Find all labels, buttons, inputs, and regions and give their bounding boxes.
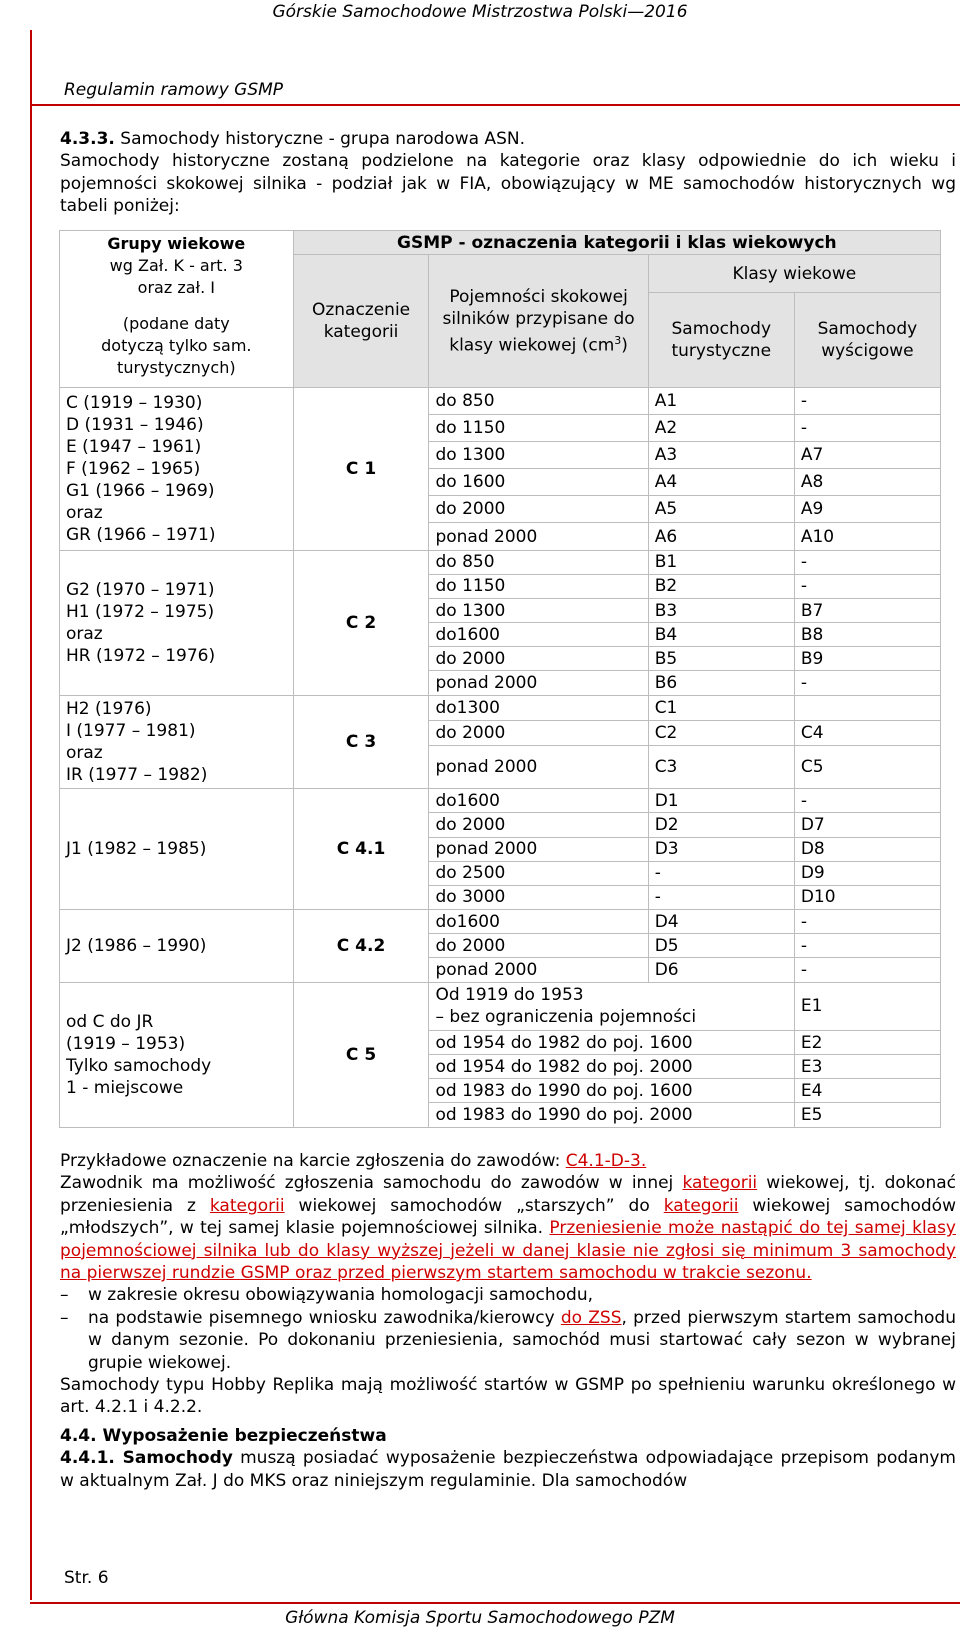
racing-class-cell: C5	[794, 745, 940, 789]
table-row	[60, 695, 941, 720]
period: F (1962 – 1965)	[66, 458, 201, 479]
touring-class-cell: B3	[648, 598, 794, 622]
period: G1 (1966 – 1969)	[66, 480, 215, 501]
e-class-value: E1	[794, 982, 940, 1030]
capacity-cell: do 2000	[429, 720, 648, 745]
racing-class-cell: -	[794, 574, 940, 598]
transfer-text-a: Zawodnik ma możliwość zgłoszenia samochodu do zawodów w innej	[60, 1173, 683, 1194]
period: J1 (1982 – 1985)	[66, 839, 207, 860]
touring-class-cell: A1	[648, 387, 794, 414]
page-footer: Główna Komisja Sportu Samochodowego PZM	[285, 1608, 675, 1628]
header-groups-note1: (podane daty	[122, 314, 230, 333]
period: GR (1966 – 1971)	[66, 524, 216, 545]
capacity-cell: do1600	[429, 910, 648, 934]
capacity-cell: ponad 2000	[429, 671, 648, 695]
e-class-label-line2: – bez ograniczenia pojemności	[435, 1007, 697, 1028]
header-capacity-sup: 3	[614, 333, 622, 347]
touring-class-cell: B5	[648, 647, 794, 671]
example-line	[60, 1150, 956, 1172]
racing-class-cell: -	[794, 910, 940, 934]
section-heading	[60, 128, 956, 150]
capacity-cell: ponad 2000	[429, 958, 648, 982]
header-groups-title: Grupy wiekowe	[107, 234, 246, 253]
header-groups-note2: dotyczą tylko sam.	[101, 336, 252, 355]
age-group-c41	[60, 789, 294, 910]
transfer-text-c: wiekowej samochodów „starszych” do	[284, 1195, 664, 1216]
capacity-cell: do 1300	[429, 441, 648, 468]
capacity-cell: do1600	[429, 623, 648, 647]
period: I (1977 – 1981)	[66, 720, 196, 741]
period: C (1919 – 1930)	[66, 392, 203, 413]
capacity-cell: do 1300	[429, 598, 648, 622]
header-category: Oznaczenie kategorii	[293, 255, 429, 387]
touring-class-cell: D5	[648, 934, 794, 958]
touring-class-cell: B1	[648, 550, 794, 574]
dash-bullet: –	[60, 1285, 69, 1306]
period: G2 (1970 – 1971)	[66, 579, 215, 600]
touring-class-cell: D3	[648, 837, 794, 861]
racing-class-cell: D9	[794, 861, 940, 885]
header-groups-line3: oraz zał. I	[137, 278, 215, 297]
e-class-label: od 1983 do 1990 do poj. 1600	[429, 1079, 794, 1103]
transfer-text-d: wiekowej samochodów „młodszych”, w tej samej klasie pojemnościowej silnika.	[60, 1195, 956, 1239]
category-code-c3: C 3	[293, 695, 429, 789]
section-441-paragraph	[60, 1447, 956, 1492]
transfer-paragraph	[60, 1172, 956, 1284]
period: IR (1977 – 1982)	[66, 764, 208, 785]
header-age-classes: Klasy wiekowe	[648, 255, 940, 293]
touring-class-cell: C1	[648, 695, 794, 720]
header-groups	[60, 231, 294, 388]
header-groups-note3: turystycznych)	[117, 358, 236, 377]
example-label: Przykładowe oznaczenie na karcie zgłoszenia do zawodów:	[60, 1151, 566, 1171]
period: D (1931 – 1946)	[66, 414, 204, 435]
hobby-replica-paragraph: Samochody typu Hobby Replika mają możliwość startów w GSMP po spełnieniu warunku określonego w art. 4.2.1 i 4.2.2.	[60, 1375, 956, 1418]
category-code-c1: C 1	[293, 387, 429, 550]
table-row	[60, 387, 941, 414]
table-row	[60, 910, 941, 934]
period: H2 (1976)	[66, 698, 152, 719]
racing-class-cell: D8	[794, 837, 940, 861]
header-gsmp	[293, 231, 940, 255]
bullet-text: , przed pierwszym startem samochodu w danym sezonie. Po dokonaniu przeniesienia, samochód musi startować cały sezon w wybranej grupie wiekowej.	[88, 1307, 956, 1373]
touring-class-cell: D2	[648, 813, 794, 837]
capacity-cell: do 3000	[429, 885, 648, 909]
capacity-cell: do 2500	[429, 861, 648, 885]
racing-class-cell: D10	[794, 885, 940, 909]
touring-class-cell: A5	[648, 496, 794, 523]
touring-class-cell: D4	[648, 910, 794, 934]
capacity-cell: ponad 2000	[429, 523, 648, 550]
racing-class-cell	[794, 695, 940, 720]
touring-class-cell: B6	[648, 671, 794, 695]
section-intro-text: Samochody historyczne zostaną podzielone na kategorie oraz klasy odpowiednie do ich wieku i pojemności skokowej silnika - podział jak w FIA, obowiązujący w ME samochodów historycznych wg tabeli poniżej:	[60, 151, 956, 217]
racing-class-cell: -	[794, 550, 940, 574]
header-racing: Samochody wyścigowe	[794, 293, 940, 388]
period: 1 - miejscowe	[66, 1077, 184, 1098]
racing-class-cell: A9	[794, 496, 940, 523]
page-header: Górskie Samochodowe Mistrzostwa Polski—2016	[272, 2, 688, 22]
racing-class-cell: -	[794, 958, 940, 982]
section-title: Samochody historyczne - grupa narodowa ASN.	[120, 129, 525, 149]
margin-line-vertical	[30, 30, 32, 1600]
category-link[interactable]: kategorii	[209, 1195, 285, 1216]
category-link[interactable]: kategorii	[663, 1195, 739, 1216]
touring-class-cell: B2	[648, 574, 794, 598]
period: J2 (1986 – 1990)	[66, 935, 207, 956]
racing-class-cell: -	[794, 789, 940, 813]
touring-class-cell: D1	[648, 789, 794, 813]
racing-class-cell: C4	[794, 720, 940, 745]
racing-class-cell: A7	[794, 441, 940, 468]
category-code-c42: C 4.2	[293, 910, 429, 983]
period: oraz	[66, 742, 103, 763]
header-capacity-text: Pojemności skokowej silników przypisane do klasy wiekowej (cm	[442, 286, 635, 356]
header-rule	[30, 104, 960, 106]
touring-class-cell: C2	[648, 720, 794, 745]
section-441-bold: Samochody	[114, 1448, 233, 1469]
capacity-cell: do 1150	[429, 414, 648, 441]
capacity-cell: do 2000	[429, 934, 648, 958]
capacity-cell: do1600	[429, 789, 648, 813]
racing-class-cell: D7	[794, 813, 940, 837]
header-touring: Samochody turystyczne	[648, 293, 794, 388]
period: Tylko samochody	[66, 1055, 212, 1076]
touring-class-cell: -	[648, 861, 794, 885]
post-table-text	[60, 1150, 956, 1492]
age-group-c5	[60, 982, 294, 1127]
section-number: 4.3.3.	[60, 129, 115, 149]
category-code-c5: C 5	[293, 982, 429, 1127]
section-intro	[60, 128, 956, 218]
touring-class-cell: -	[648, 885, 794, 909]
page-number: Str. 6	[64, 1568, 109, 1588]
bullet-request	[60, 1307, 956, 1374]
section-44-heading: 4.4. Wyposażenie bezpieczeństwa	[60, 1425, 387, 1446]
capacity-cell: do 2000	[429, 813, 648, 837]
dash-bullet: –	[60, 1307, 69, 1328]
footer-rule	[30, 1602, 960, 1604]
capacity-cell: do 1600	[429, 469, 648, 496]
racing-class-cell: B8	[794, 623, 940, 647]
racing-class-cell: -	[794, 934, 940, 958]
capacity-cell: do 850	[429, 387, 648, 414]
period: od C do JR	[66, 1011, 154, 1032]
racing-class-cell: A10	[794, 523, 940, 550]
e-class-value: E2	[794, 1030, 940, 1054]
racing-class-cell: B7	[794, 598, 940, 622]
e-class-label	[429, 982, 794, 1030]
table-row	[60, 789, 941, 813]
e-class-label-line1: Od 1919 do 1953	[435, 985, 584, 1006]
e-class-value: E5	[794, 1103, 940, 1128]
category-code-c41: C 4.1	[293, 789, 429, 910]
capacity-cell: do 1150	[429, 574, 648, 598]
racing-class-cell: B9	[794, 647, 940, 671]
period: H1 (1972 – 1975)	[66, 601, 215, 622]
header-gsmp-bold: GSMP	[397, 232, 453, 253]
header-capacity	[429, 255, 648, 387]
bullet-text: na podstawie pisemnego wniosku zawodnika/kierowcy	[88, 1307, 561, 1328]
period: E (1947 – 1961)	[66, 436, 202, 457]
period: oraz	[66, 502, 103, 523]
e-class-label: od 1983 do 1990 do poj. 2000	[429, 1103, 794, 1128]
transfer-rule-highlight: Przeniesienie może nastąpić do tej samej klasy pojemnościowej silnika lub do klasy wyższej jeżeli w danej klasie nie zgłosi się minimum 3 samochody na pierwszej rundzie GSMP oraz przed pierwszym startem samochodu w trakcie sezonu.	[60, 1218, 956, 1284]
touring-class-cell: D6	[648, 958, 794, 982]
touring-class-cell: A2	[648, 414, 794, 441]
capacity-cell: ponad 2000	[429, 745, 648, 789]
age-group-c2	[60, 550, 294, 695]
touring-class-cell: A6	[648, 523, 794, 550]
period: oraz	[66, 623, 103, 644]
touring-class-cell: B4	[648, 623, 794, 647]
header-capacity-end: )	[621, 335, 628, 356]
category-table	[59, 230, 941, 1128]
age-group-c42	[60, 910, 294, 983]
category-link[interactable]: kategorii	[682, 1173, 758, 1194]
racing-class-cell: A8	[794, 469, 940, 496]
capacity-cell: ponad 2000	[429, 837, 648, 861]
table-header-row-1	[60, 231, 941, 255]
period: (1919 – 1953)	[66, 1033, 186, 1054]
racing-class-cell: -	[794, 414, 940, 441]
table-row	[60, 550, 941, 574]
bullet-text: w zakresie okresu obowiązywania homologacji samochodu,	[88, 1285, 594, 1306]
capacity-cell: do 850	[429, 550, 648, 574]
table-row	[60, 982, 941, 1030]
example-code-link[interactable]: C4.1-D-3.	[565, 1151, 647, 1171]
period: HR (1972 – 1976)	[66, 645, 216, 666]
e-class-label: od 1954 do 1982 do poj. 2000	[429, 1055, 794, 1079]
capacity-cell: do1300	[429, 695, 648, 720]
e-class-value: E4	[794, 1079, 940, 1103]
age-group-c3	[60, 695, 294, 789]
racing-class-cell: -	[794, 387, 940, 414]
touring-class-cell: A4	[648, 469, 794, 496]
age-group-c1	[60, 387, 294, 550]
touring-class-cell: C3	[648, 745, 794, 789]
header-gsmp-rest: - oznaczenia kategorii i klas wiekowych	[452, 232, 837, 253]
e-class-label: od 1954 do 1982 do poj. 1600	[429, 1030, 794, 1054]
racing-class-cell: -	[794, 671, 940, 695]
touring-class-cell: A3	[648, 441, 794, 468]
section-441-text: muszą posiadać wyposażenie bezpieczeństwa odpowiadające przepisom podanym w aktualnym Zał. J do MKS oraz niniejszym regulaminie. Dla samochodów	[60, 1448, 956, 1491]
header-groups-line2: wg Zał. K - art. 3	[109, 256, 243, 275]
category-code-c2: C 2	[293, 550, 429, 695]
zss-link[interactable]: do ZSS	[560, 1307, 622, 1328]
capacity-cell: do 2000	[429, 496, 648, 523]
bullet-homologation	[60, 1284, 956, 1306]
running-title: Regulamin ramowy GSMP	[64, 80, 284, 100]
section-441-number: 4.4.1.	[60, 1448, 115, 1469]
transfer-text-b: wiekowej, tj. dokonać przeniesienia z	[60, 1173, 956, 1216]
capacity-cell: do 2000	[429, 647, 648, 671]
e-class-value: E3	[794, 1055, 940, 1079]
